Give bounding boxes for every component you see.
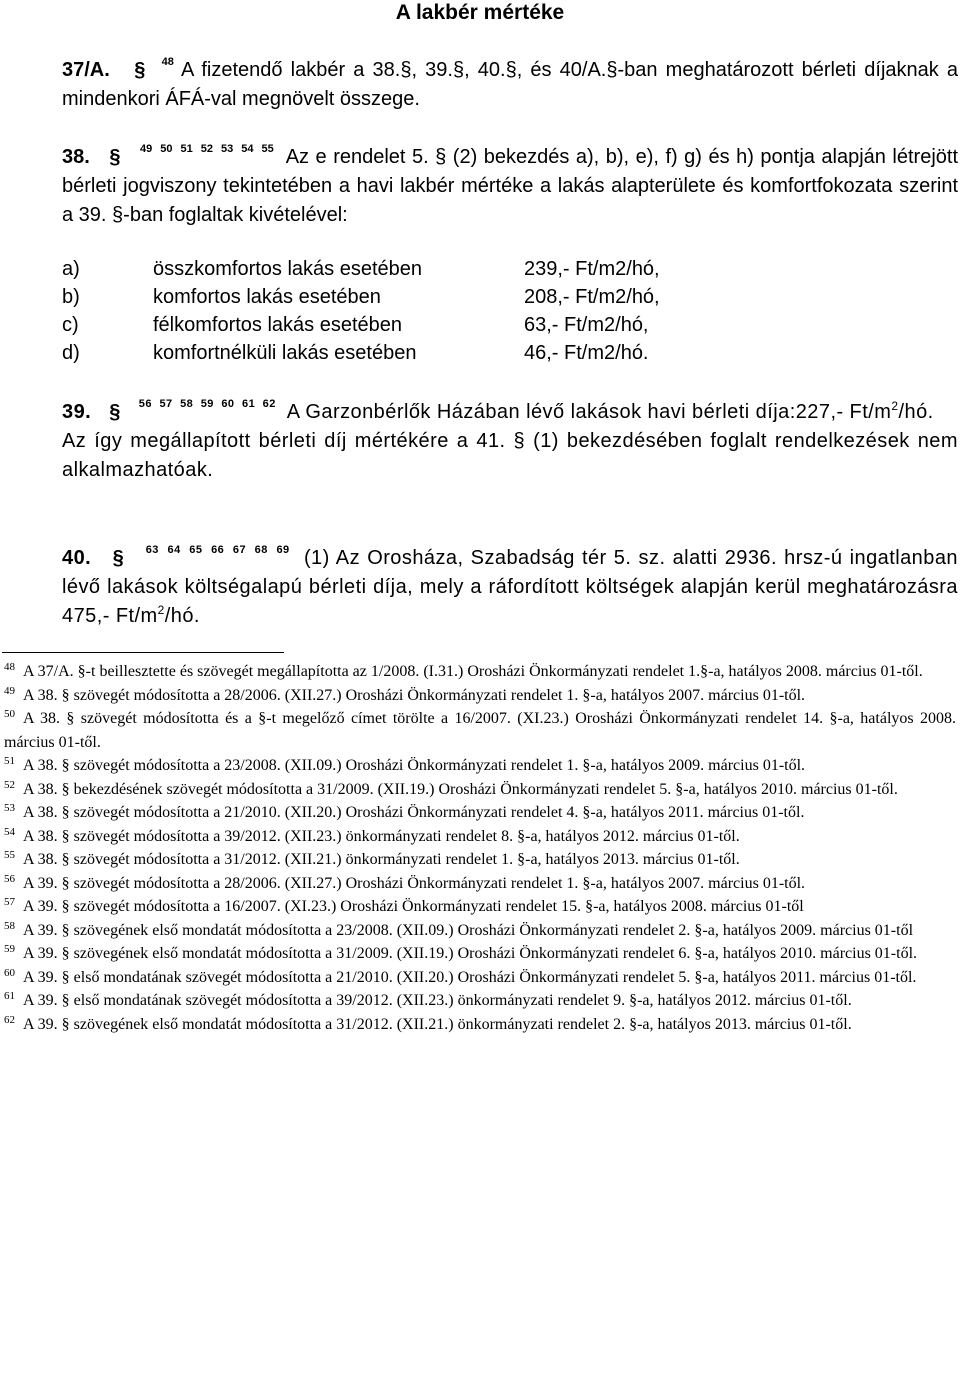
section-text: A fizetendő lakbér a 38.§, 39.§, 40.§, és 40/A.§-ban meghatározott bérleti díjaknak a mindenkori ÁFÁ-val megnövelt összege. bbox=[62, 59, 959, 110]
page-title: A lakbér mértéke bbox=[395, 1, 565, 24]
section-39 bbox=[62, 398, 958, 485]
rate-letter: b) bbox=[62, 286, 80, 308]
footnote-text: A 38. § szövegét módosította a 28/2006. (XII.27.) Orosházi Önkormányzati rendelet 1. §-a, hatályos 2007. március 01-től. bbox=[23, 686, 806, 704]
footnote-number: 55 bbox=[4, 849, 15, 861]
rate-description: komfortos lakás esetében bbox=[153, 286, 381, 308]
footnote-text: A 37/A. §-t beillesztette és szövegét megállapította az 1/2008. (I.31.) Orosházi Önkormányzati rendelet 1.§-a, hatályos 2008. március 01-től. bbox=[23, 663, 923, 680]
footnote-text: A 38. § szövegét módosította a 23/2008. (XII.09.) Orosházi Önkormányzati rendelet 1. §-a, hatályos 2009. március 01-től. bbox=[23, 757, 806, 774]
section-text-2: Az így megállapított bérleti díj mértékére a 41. § (1) bekezdésében foglalt rendelkezések nem alkalmazhatóak. bbox=[62, 430, 958, 481]
footnote-number: 54 bbox=[4, 825, 15, 838]
footnote-text: A 39. § szövegét módosította a 16/2007. (XI.23.) Orosházi Önkormányzati rendelet 15. §-a, hatályos 2008. március 01-től bbox=[23, 898, 804, 915]
section-sign: § bbox=[109, 146, 121, 168]
section-text: (1) Az Orosháza, Szabadság tér 5. sz. alatti 2936. hrsz-ú ingatlanban lévő lakások költségalapú bérleti díja, mely a ráfordított költségek alapján kerül meghatározásra 475,- Ft/m bbox=[62, 547, 958, 627]
footnote-text: A 39. § első mondatának szövegét módosította a 21/2010. (XII.20.) Orosházi Önkormányzati rendelet 5. §-a, hatályos 2011. március 01-től. bbox=[23, 968, 917, 986]
footnote-number: 58 bbox=[4, 919, 15, 932]
section-text: A Garzonbérlők Házában lévő lakások havi bérleti díja:227,- Ft/m bbox=[286, 401, 892, 423]
footnote bbox=[4, 660, 956, 684]
rate-amount: 239,- Ft/m2/hó, bbox=[524, 258, 660, 280]
rate-amount: 46,- Ft/m2/hó. bbox=[524, 342, 649, 364]
footnote-refs[interactable]: 63 64 65 66 67 68 69 bbox=[145, 544, 290, 556]
rate-description: komfortnélküli lakás esetében bbox=[153, 342, 417, 364]
footnote bbox=[4, 989, 956, 1013]
footnote bbox=[4, 872, 956, 896]
footnote bbox=[4, 778, 956, 802]
section-38 bbox=[62, 143, 958, 230]
rate-description: félkomfortos lakás esetében bbox=[153, 314, 403, 336]
footnote-text: A 38. § szövegét módosította a 31/2012. (XII.21.) önkormányzati rendelet 1. §-a, hatályos 2013. március 01-től. bbox=[23, 851, 740, 868]
rate-amount: 208,- Ft/m2/hó, bbox=[524, 286, 660, 308]
section-number: 40. bbox=[62, 547, 92, 569]
section-40 bbox=[62, 544, 958, 631]
footnote-refs[interactable]: 56 57 58 59 60 61 62 bbox=[138, 398, 276, 410]
footnote-number: 57 bbox=[4, 896, 15, 908]
footnote bbox=[4, 684, 956, 708]
footnote bbox=[4, 942, 956, 966]
footnote-text: A 38. § szövegét módosította a 21/2010. (XII.20.) Orosházi Önkormányzati rendelet 4. §-a, hatályos 2011. március 01-től. bbox=[23, 804, 805, 821]
footnote-number: 51 bbox=[4, 755, 15, 767]
footnote-text: A 39. § első mondatának szövegét módosította a 39/2012. (XII.23.) önkormányzati rendelet 9. §-a, hatályos 2012. március 01-től. bbox=[23, 992, 852, 1009]
rate-letter: c) bbox=[62, 314, 79, 336]
footnote-refs[interactable]: 48 bbox=[161, 56, 174, 68]
footnote-text: A 39. § szövegének első mondatát módosította a 31/2009. (XII.19.) Orosházi Önkormányzati rendelet 6. §-a, hatályos 2010. március 01-től. bbox=[23, 945, 918, 962]
footnote-number: 56 bbox=[4, 872, 15, 885]
footnote-number: 53 bbox=[4, 802, 15, 814]
section-text: Az e rendelet 5. § (2) bekezdés a), b), e), f) g) és h) pontja alapján létrejött bérleti jogviszony tekintetében a havi lakbér mértéke a lakás alapterülete és komfortfokozata szerint a 39. §-ban foglaltak kivételével: bbox=[62, 146, 959, 226]
footnote-number: 50 bbox=[4, 708, 15, 720]
footnote bbox=[4, 1013, 956, 1037]
rate-description: összkomfortos lakás esetében bbox=[153, 258, 423, 280]
footnote-text: A 39. § szövegét módosította a 28/2006. (XII.27.) Orosházi Önkormányzati rendelet 1. §-a, hatályos 2007. március 01-től. bbox=[23, 874, 806, 892]
footnote-number: 49 bbox=[4, 684, 15, 697]
section-number: 37/A. bbox=[62, 59, 110, 81]
footnote bbox=[4, 848, 956, 872]
footnote-text: A 39. § szövegének első mondatát módosította a 23/2008. (XII.09.) Orosházi Önkormányzati rendelet 2. §-a, hatályos 2009. március 01-től bbox=[23, 921, 914, 939]
rate-letter: a) bbox=[62, 258, 80, 280]
footnote bbox=[4, 895, 956, 919]
section-sign: § bbox=[112, 547, 125, 569]
footnote-refs[interactable]: 49 50 51 52 53 54 55 bbox=[140, 143, 274, 155]
footnote-number: 61 bbox=[4, 990, 15, 1002]
rate-letter: d) bbox=[62, 342, 80, 364]
section-number: 39. bbox=[62, 401, 92, 423]
footnote-number: 52 bbox=[4, 778, 15, 791]
section-text-end: /hó. bbox=[164, 605, 200, 627]
superscript-2: 2 bbox=[891, 399, 899, 413]
footnote-number: 62 bbox=[4, 1013, 15, 1026]
footnote-separator bbox=[2, 652, 284, 653]
footnote-text: A 38. § szövegét módosította a 39/2012. (XII.23.) önkormányzati rendelet 8. §-a, hatályos 2012. március 01-től. bbox=[23, 827, 740, 845]
rate-amount: 63,- Ft/m2/hó, bbox=[524, 314, 649, 336]
section-sign: § bbox=[134, 59, 146, 81]
footnote-text: A 39. § szövegének első mondatát módosította a 31/2012. (XII.21.) önkormányzati rendelet 2. §-a, hatályos 2013. március 01-től. bbox=[23, 1015, 852, 1033]
footnote-text: A 38. § szövegét módosította és a §-t megelőző címet törölte a 16/2007. (XI.23.) Orosházi Önkormányzati rendelet 14. §-a, hatályos 2008. március 01-től. bbox=[4, 710, 956, 751]
footnote bbox=[4, 966, 956, 990]
footnote bbox=[4, 754, 956, 778]
section-text-end: /hó. bbox=[898, 401, 934, 423]
footnote-number: 60 bbox=[4, 966, 15, 979]
footnote-number: 48 bbox=[4, 661, 15, 673]
footnote bbox=[4, 801, 956, 825]
footnote bbox=[4, 707, 956, 754]
section-number: 38. bbox=[62, 146, 90, 168]
footnote-text: A 38. § bekezdésének szövegét módosította a 31/2009. (XII.19.) Orosházi Önkormányzati rendelet 5. §-a, hatályos 2010. március 01-től. bbox=[23, 780, 898, 798]
footnotes bbox=[4, 660, 956, 1036]
footnote-number: 59 bbox=[4, 943, 15, 955]
section-37a bbox=[62, 56, 958, 114]
superscript-2: 2 bbox=[157, 603, 165, 617]
section-sign: § bbox=[109, 401, 121, 423]
footnote bbox=[4, 825, 956, 849]
footnote bbox=[4, 919, 956, 943]
